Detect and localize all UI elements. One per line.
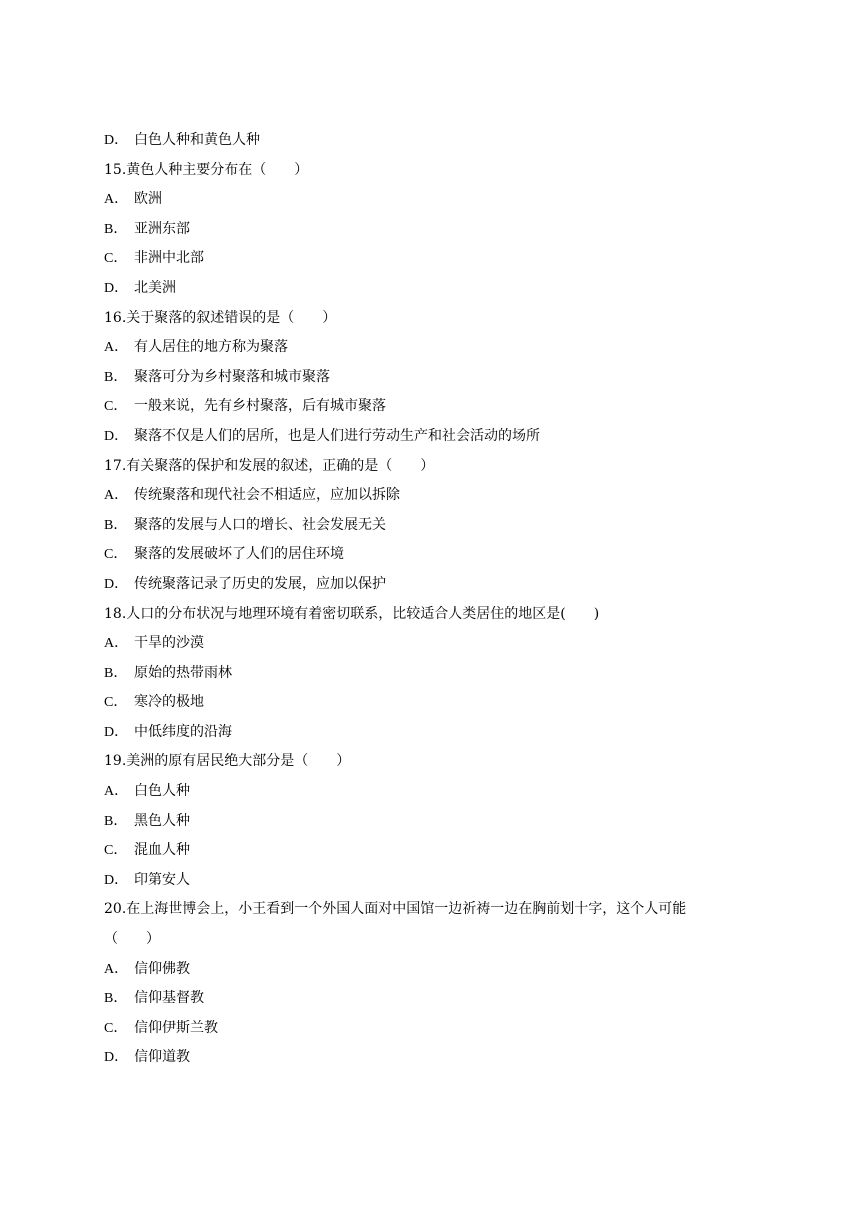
option-letter: D． xyxy=(104,576,129,592)
option-text: 欧洲 xyxy=(134,191,162,208)
option-text: 信仰佛教 xyxy=(134,960,190,977)
answer-option xyxy=(104,718,804,748)
option-text: 信仰道教 xyxy=(134,1049,190,1066)
answer-option xyxy=(104,540,804,570)
option-letter: D． xyxy=(104,724,129,740)
option-text: 白色人种和黄色人种 xyxy=(134,132,260,148)
option-text: 干旱的沙漠 xyxy=(134,635,204,652)
answer-option xyxy=(104,688,804,718)
option-letter: C． xyxy=(104,843,128,859)
option-text: 黑色人种 xyxy=(134,812,190,829)
option-text: 传统聚落和现代社会不相适应，应加以拆除 xyxy=(134,487,400,504)
option-letter: B． xyxy=(104,517,128,533)
answer-option xyxy=(104,570,804,600)
option-text: 一般来说，先有乡村聚落，后有城市聚落 xyxy=(134,398,386,415)
option-letter: A． xyxy=(104,636,129,652)
option-text: 聚落不仅是人们的居所，也是人们进行劳动生产和社会活动的场所 xyxy=(134,427,540,444)
option-letter: B． xyxy=(104,369,128,385)
option-text: 信仰基督教 xyxy=(134,990,204,1007)
answer-option xyxy=(104,274,804,304)
question-stem: （ ） xyxy=(104,931,160,948)
option-text: 非洲中北部 xyxy=(134,250,204,267)
question-stem: 17.有关聚落的保护和发展的叙述，正确的是（ ） xyxy=(104,457,435,474)
option-text: 印第安人 xyxy=(134,871,190,888)
option-text: 信仰伊斯兰教 xyxy=(134,1019,218,1036)
option-text: 混血人种 xyxy=(134,842,190,859)
answer-option xyxy=(104,807,804,837)
answer-option xyxy=(104,1043,804,1073)
option-letter: A． xyxy=(104,784,129,800)
answer-option xyxy=(104,984,804,1014)
option-text: 有人居住的地方称为聚落 xyxy=(134,339,288,356)
option-letter: C． xyxy=(104,399,128,415)
answer-option xyxy=(104,659,804,689)
answer-option xyxy=(104,185,804,215)
question-text xyxy=(104,895,804,925)
option-letter: A． xyxy=(104,340,129,356)
option-text: 中低纬度的沿海 xyxy=(134,723,232,740)
answer-option xyxy=(104,1014,804,1044)
answer-option xyxy=(104,422,804,452)
question-stem: 16.关于聚落的叙述错误的是（ ） xyxy=(104,309,337,326)
option-letter: D． xyxy=(104,280,129,296)
question-text xyxy=(104,747,804,777)
option-letter: B． xyxy=(104,665,128,681)
option-text: 传统聚落记录了历史的发展，应加以保护 xyxy=(134,575,386,592)
option-letter: C． xyxy=(104,695,128,711)
option-letter: D． xyxy=(104,428,129,444)
answer-option xyxy=(104,363,804,393)
answer-option xyxy=(104,244,804,274)
option-letter: B． xyxy=(104,991,128,1007)
option-letter: B． xyxy=(104,813,128,829)
question-stem: 15.黄色人种主要分布在（ ） xyxy=(104,161,309,178)
question-stem: 18.人口的分布状况与地理环境有着密切联系，比较适合人类居住的地区是( ) xyxy=(104,605,600,622)
option-letter: C． xyxy=(104,1020,128,1036)
question-stem: 20.在上海世博会上，小王看到一个外国人面对中国馆一边祈祷一边在胸前划十字，这个人可能 xyxy=(104,901,687,918)
option-letter: C． xyxy=(104,251,128,267)
question-text xyxy=(104,156,804,186)
answer-option xyxy=(104,836,804,866)
question-text xyxy=(104,452,804,482)
question-text xyxy=(104,304,804,334)
option-letter: C． xyxy=(104,547,128,563)
option-text: 聚落可分为乡村聚落和城市聚落 xyxy=(134,368,330,385)
option-letter: A． xyxy=(104,192,129,208)
option-text: 原始的热带雨林 xyxy=(134,664,232,681)
answer-option xyxy=(104,126,804,156)
answer-option xyxy=(104,333,804,363)
option-text: 聚落的发展与人口的增长、社会发展无关 xyxy=(134,516,386,533)
option-letter: A． xyxy=(104,488,129,504)
question-stem: 19.美洲的原有居民绝大部分是（ ） xyxy=(104,753,351,770)
question-text xyxy=(104,925,804,955)
option-text: 聚落的发展破坏了人们的居住环境 xyxy=(134,546,344,563)
answer-option xyxy=(104,481,804,511)
question-list xyxy=(104,126,804,1073)
option-letter: D． xyxy=(104,133,129,148)
answer-option xyxy=(104,777,804,807)
option-text: 白色人种 xyxy=(134,783,190,800)
answer-option xyxy=(104,511,804,541)
question-text xyxy=(104,600,804,630)
answer-option xyxy=(104,866,804,896)
answer-option xyxy=(104,392,804,422)
option-text: 寒冷的极地 xyxy=(134,694,204,711)
answer-option xyxy=(104,215,804,245)
option-text: 亚洲东部 xyxy=(134,220,190,237)
answer-option xyxy=(104,629,804,659)
option-letter: B． xyxy=(104,221,128,237)
option-text: 北美洲 xyxy=(134,279,176,296)
answer-option xyxy=(104,955,804,985)
option-letter: D． xyxy=(104,872,129,888)
option-letter: A． xyxy=(104,961,129,977)
option-letter: D． xyxy=(104,1050,129,1066)
